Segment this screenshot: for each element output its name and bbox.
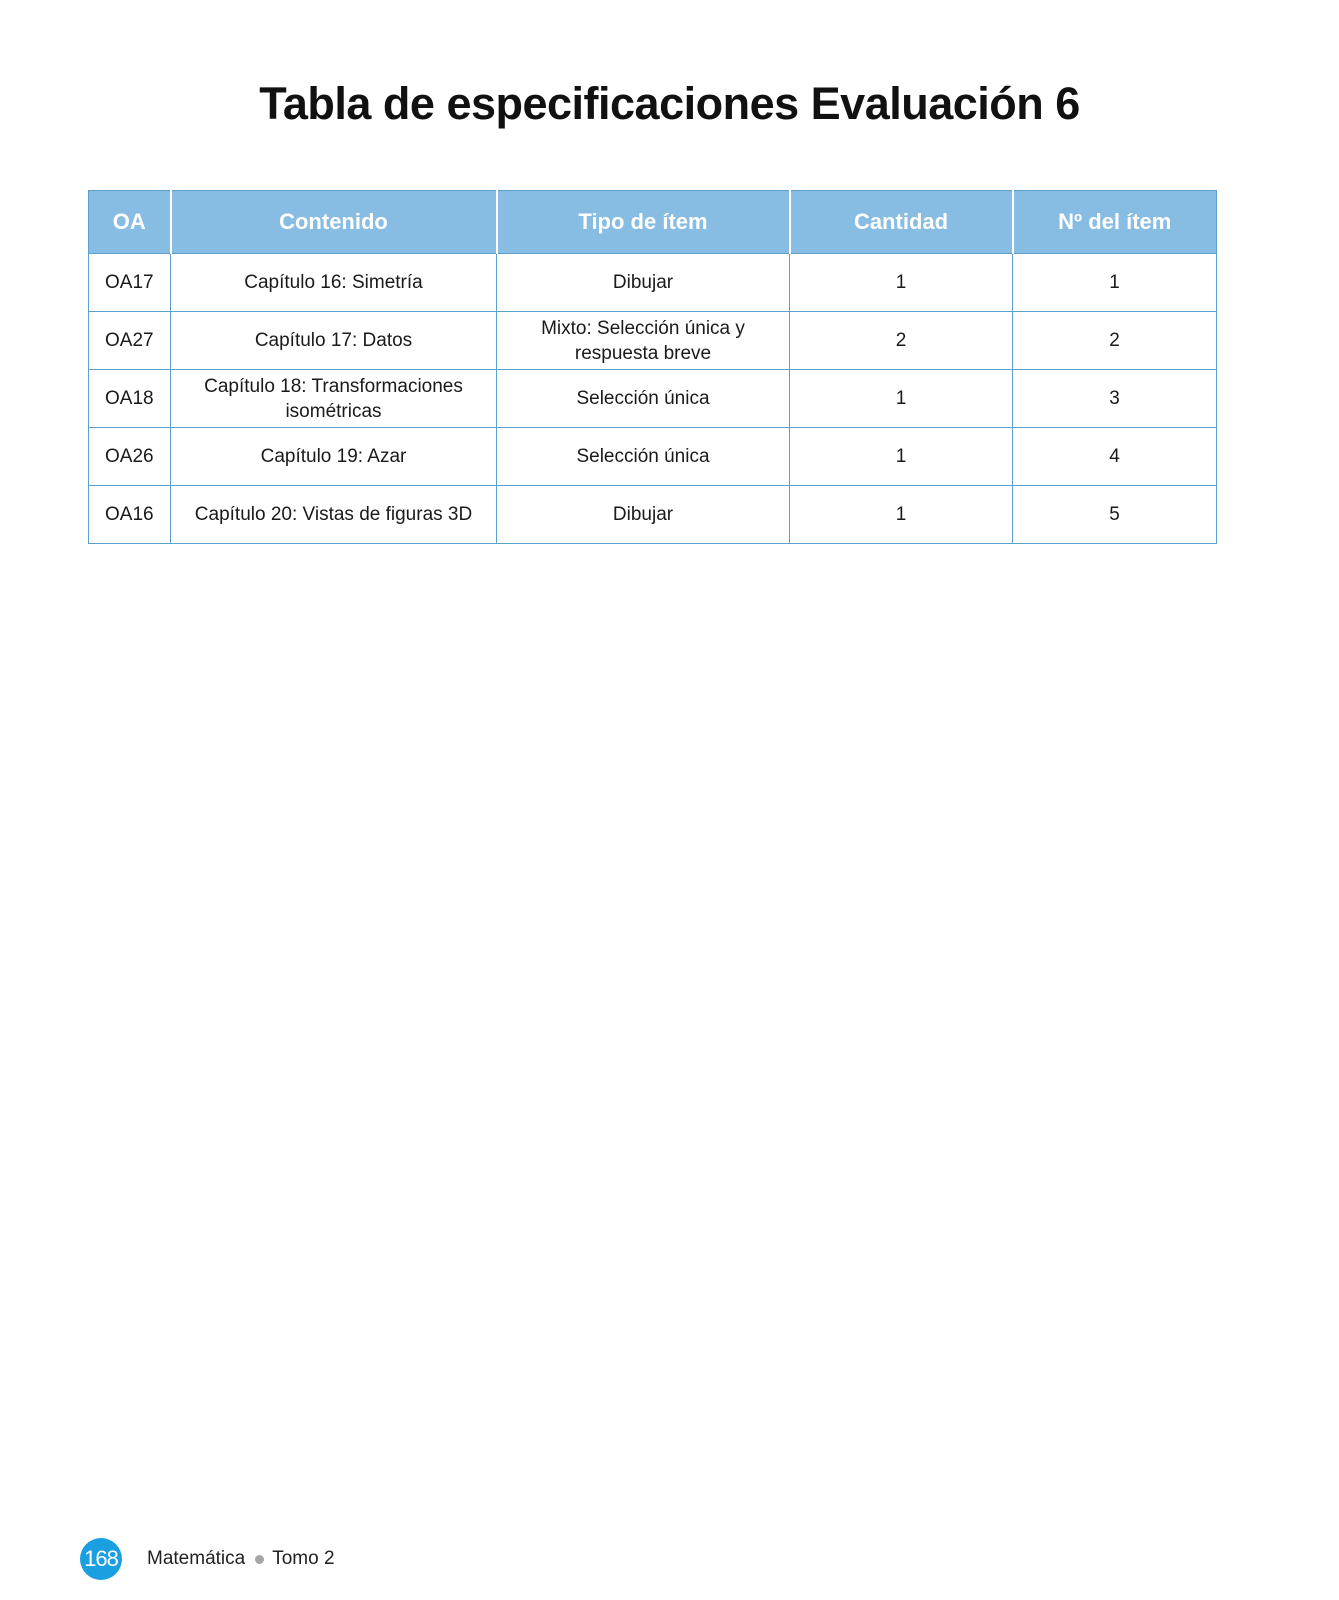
cell-cantidad: 1 bbox=[790, 370, 1013, 428]
cell-tipo-de-item: Dibujar bbox=[497, 486, 790, 544]
header-contenido: Contenido bbox=[171, 191, 497, 254]
table-header-row bbox=[89, 191, 1217, 254]
cell-oa: OA27 bbox=[89, 312, 171, 370]
cell-tipo-de-item: Selección única bbox=[497, 428, 790, 486]
cell-contenido: Capítulo 19: Azar bbox=[171, 428, 497, 486]
footer-volume: Tomo 2 bbox=[272, 1548, 335, 1569]
header-cantidad: Cantidad bbox=[790, 191, 1013, 254]
cell-cantidad: 1 bbox=[790, 254, 1013, 312]
cell-oa: OA26 bbox=[89, 428, 171, 486]
cell-tipo-de-item: Selección única bbox=[497, 370, 790, 428]
cell-cantidad: 2 bbox=[790, 312, 1013, 370]
table-row bbox=[89, 370, 1217, 428]
page-footer bbox=[80, 1538, 335, 1580]
cell-numero-item: 3 bbox=[1013, 370, 1217, 428]
cell-cantidad: 1 bbox=[790, 486, 1013, 544]
cell-contenido: Capítulo 18: Transformaciones isométricas bbox=[171, 370, 497, 428]
page-title: Tabla de especificaciones Evaluación 6 bbox=[259, 78, 1080, 129]
table-row bbox=[89, 254, 1217, 312]
cell-oa: OA16 bbox=[89, 486, 171, 544]
cell-contenido: Capítulo 20: Vistas de figuras 3D bbox=[171, 486, 497, 544]
cell-tipo-de-item: Mixto: Selección única y respuesta breve bbox=[497, 312, 790, 370]
bullet-dot-icon bbox=[255, 1555, 264, 1564]
cell-numero-item: 4 bbox=[1013, 428, 1217, 486]
cell-contenido: Capítulo 17: Datos bbox=[171, 312, 497, 370]
page-number-badge: 168 bbox=[80, 1538, 122, 1580]
header-oa: OA bbox=[89, 191, 171, 254]
table-row bbox=[89, 312, 1217, 370]
cell-numero-item: 2 bbox=[1013, 312, 1217, 370]
footer-subject: Matemática bbox=[147, 1548, 246, 1569]
header-tipo-de-item: Tipo de ítem bbox=[497, 191, 790, 254]
table-row bbox=[89, 428, 1217, 486]
specifications-table bbox=[88, 190, 1217, 544]
cell-cantidad: 1 bbox=[790, 428, 1013, 486]
cell-oa: OA18 bbox=[89, 370, 171, 428]
cell-numero-item: 1 bbox=[1013, 254, 1217, 312]
cell-numero-item: 5 bbox=[1013, 486, 1217, 544]
table-row bbox=[89, 486, 1217, 544]
header-numero-item: Nº del ítem bbox=[1013, 191, 1217, 254]
cell-tipo-de-item: Dibujar bbox=[497, 254, 790, 312]
cell-contenido: Capítulo 16: Simetría bbox=[171, 254, 497, 312]
cell-oa: OA17 bbox=[89, 254, 171, 312]
